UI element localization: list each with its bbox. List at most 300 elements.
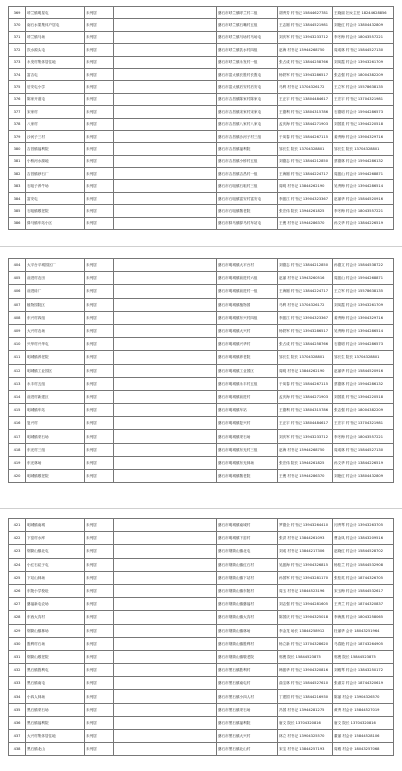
- responsible-person: 王秀兰 村会计 18744320837: [333, 598, 394, 611]
- row-number: 377: [9, 106, 26, 118]
- site-location: 磐石市明城镇敬老院: [217, 470, 278, 483]
- blank-cell: [114, 338, 217, 351]
- site-location: 磐石市明城镇前进村六组: [217, 272, 278, 285]
- row-number: 415: [9, 404, 26, 417]
- register-table: [8, 6, 394, 230]
- register-sheet-2: [0, 248, 402, 498]
- site-location: 磐石市烟筒山镇磐福村: [217, 598, 278, 611]
- blank-cell: [114, 56, 217, 68]
- contact-person: 唐文 院长 13704320816: [278, 716, 333, 729]
- blank-cell: [114, 703, 217, 716]
- site-status: 未列居: [85, 417, 114, 430]
- table-row: [9, 298, 394, 311]
- contact-person: 李金龙 场长 13844258912: [278, 624, 333, 637]
- contact-person: 罗德全 村书记 13943264410: [278, 519, 333, 532]
- site-name: 饮水源头屯: [26, 44, 85, 56]
- site-name: 磐福新屯农场: [26, 598, 85, 611]
- site-status: 未列居: [85, 192, 114, 204]
- site-name: 小红石砬子屯: [26, 558, 85, 571]
- site-name: 明城镇车站: [26, 404, 85, 417]
- blank-cell: [114, 443, 217, 456]
- site-status: 未列居: [85, 155, 114, 167]
- site-location: 磐石市明城镇东光林场: [217, 456, 278, 469]
- table-row: [9, 598, 394, 611]
- site-name: 下窑村水库: [26, 532, 85, 545]
- site-name: 植物园院区: [26, 298, 85, 311]
- responsible-person: 刘凤霞 村会计 13943261709: [333, 56, 394, 68]
- site-status: 未列居: [85, 545, 114, 558]
- row-number: 436: [9, 716, 26, 729]
- blank-cell: [114, 324, 217, 337]
- table-row: [9, 205, 394, 217]
- blank-cell: [114, 44, 217, 56]
- table-row: [9, 664, 394, 677]
- responsible-person: 陈丽 村会计 13904326570: [333, 690, 394, 703]
- site-name: 呼兰镇马场: [26, 31, 85, 43]
- table-row: [9, 470, 394, 483]
- table-row: [9, 19, 394, 31]
- site-status: 未列居: [85, 611, 114, 624]
- blank-cell: [114, 259, 217, 272]
- site-location: 磐石市明城镇东兴村四组: [217, 311, 278, 324]
- row-number: 420: [9, 470, 26, 483]
- site-location: 磐石市黑石镇采石场: [217, 703, 278, 716]
- contact-person: 周明 村书记 13844262190: [278, 364, 333, 377]
- responsible-person: 刘雅琴 村会计 13843250172: [333, 664, 394, 677]
- blank-cell: [114, 650, 217, 663]
- site-name: 宋家村: [26, 106, 85, 118]
- row-number: 380: [9, 143, 26, 155]
- blank-cell: [114, 311, 217, 324]
- site-name: 东兴村四组: [26, 311, 85, 324]
- row-number: 419: [9, 456, 26, 469]
- table-row: [9, 743, 394, 756]
- contact-person: 王正宇 村书记 13804484617: [278, 93, 333, 105]
- row-number: 386: [9, 217, 26, 229]
- contact-person: 刘志强 村书记 13944281605: [278, 598, 333, 611]
- row-number: 421: [9, 519, 26, 532]
- site-status: 未列居: [85, 404, 114, 417]
- site-name: 陈家开道屯: [26, 93, 85, 105]
- site-name: 永丰村五组: [26, 377, 85, 390]
- row-number: 428: [9, 611, 26, 624]
- site-status: 未列居: [85, 519, 114, 532]
- site-location: 磐石市黑石镇大兴村: [217, 730, 278, 743]
- site-status: 未列居: [85, 558, 114, 571]
- responsible-person: 王立军 村会计 15578638135: [333, 285, 394, 298]
- row-number: 433: [9, 677, 26, 690]
- table-row: [9, 68, 394, 80]
- row-number: 432: [9, 664, 26, 677]
- site-status: 未列居: [85, 324, 114, 337]
- contact-person: 周玉 村书记 15844523196: [278, 584, 333, 597]
- row-number: 422: [9, 532, 26, 545]
- row-number: 405: [9, 272, 26, 285]
- contact-person: 王海刚 村书记 13844224717: [278, 285, 333, 298]
- responsible-person: 赵丽华 村会计 15844520916: [333, 192, 394, 204]
- site-location: 磐石市烟筒山镇胜利村: [217, 637, 278, 650]
- contact-person: 刘庆军 村书记 13943233712: [278, 430, 333, 443]
- responsible-person: 孙文华 村会计 13844226519: [333, 217, 394, 229]
- site-status: 未列居: [85, 456, 114, 469]
- page-divider: [0, 508, 402, 509]
- site-location: 磐石市驿马镇驿马村车站屯: [217, 217, 278, 229]
- site-name: 南石水果集体户居屯: [26, 19, 85, 31]
- site-status: 未列居: [85, 93, 114, 105]
- site-name: 兴华村兴华屯: [26, 338, 85, 351]
- row-number: 413: [9, 377, 26, 390]
- site-location: 磐石市富太镇长胜村长胜屯: [217, 68, 278, 80]
- table-row: [9, 677, 394, 690]
- blank-cell: [114, 456, 217, 469]
- table-row: [9, 703, 394, 716]
- site-status: 未列居: [85, 624, 114, 637]
- site-name: 东光林场: [26, 456, 85, 469]
- responsible-person: 王宏宇 村书记 13704321981: [333, 417, 394, 430]
- row-number: 410: [9, 338, 26, 351]
- site-location: 磐石市呼兰镇永发村一组: [217, 56, 278, 68]
- site-name: 黑石镇胜利屯: [26, 664, 85, 677]
- table-row: [9, 558, 394, 571]
- blank-cell: [114, 624, 217, 637]
- contact-person: 张宏伟 院长 13944261825: [278, 205, 333, 217]
- site-name: 胜利村石场: [26, 637, 85, 650]
- table-row: [9, 106, 394, 118]
- contact-person: 张占成 村书记 13844258766: [278, 56, 333, 68]
- blank-cell: [114, 417, 217, 430]
- site-status: 未列居: [85, 259, 114, 272]
- site-location: 磐石市黑石镇北山村: [217, 743, 278, 756]
- blank-cell: [114, 730, 217, 743]
- row-number: 383: [9, 180, 26, 192]
- site-location: 磐石市烟筒山镇北屯: [217, 545, 278, 558]
- table-row: [9, 584, 394, 597]
- site-status: 未列居: [85, 377, 114, 390]
- contact-person: 李振江 村书记 13904323367: [278, 311, 333, 324]
- row-number: 425: [9, 571, 26, 584]
- contact-person: 王德利 村书记 13804315786: [278, 106, 333, 118]
- responsible-person: 刘国星 村书记 13944220518: [333, 390, 394, 403]
- table-row: [9, 443, 394, 456]
- site-name: 明城镇养老院: [26, 351, 85, 364]
- site-location: 磐石市呼兰镇石嘴村五组: [217, 19, 278, 31]
- site-location: 磐石市明城镇车站: [217, 404, 278, 417]
- table-row: [9, 351, 394, 364]
- site-name: 后安屯小学: [26, 81, 85, 93]
- site-name: 烟筒山敬老院: [26, 650, 85, 663]
- responsible-person: 张志强 村会计 18004382209: [333, 68, 394, 80]
- site-status: 未列居: [85, 730, 114, 743]
- table-row: [9, 532, 394, 545]
- table-row: [9, 390, 394, 403]
- site-name: 沙河子三村: [26, 130, 85, 142]
- contact-person: 张洪 村书记 13844261093: [278, 532, 333, 545]
- responsible-person: 刘凤霞 村会计 13943261709: [333, 298, 394, 311]
- table-row: [9, 272, 394, 285]
- table-row: [9, 430, 394, 443]
- site-name: 黑石镇福利院: [26, 716, 85, 729]
- blank-cell: [114, 106, 217, 118]
- blank-cell: [114, 677, 217, 690]
- contact-person: 邹长生 院长 13704328801: [278, 143, 333, 155]
- responsible-person: 张志强 村会计 18004382209: [333, 404, 394, 417]
- contact-person: 刘德志 村书记 13844212850: [278, 155, 333, 167]
- row-number: 414: [9, 390, 26, 403]
- site-status: 未列居: [85, 272, 114, 285]
- contact-person: 陈国庆 村书记 13904325018: [278, 611, 333, 624]
- row-number: 382: [9, 168, 26, 180]
- contact-person: 张占成 村书记 13844258766: [278, 338, 333, 351]
- site-name: 东陵小学校址: [26, 584, 85, 597]
- site-name: 烟筒山镇林场: [26, 624, 85, 637]
- contact-person: 王德利 村书记 13804315786: [278, 404, 333, 417]
- contact-person: 王海刚 村书记 13844224717: [278, 168, 333, 180]
- responsible-person: 董丽 村会计 15844528106: [333, 730, 394, 743]
- site-status: 未列居: [85, 664, 114, 677]
- site-name: 大兴村农场: [26, 324, 85, 337]
- site-status: 未列居: [85, 130, 114, 142]
- responsible-person: 刘艳红 村会计 13804432809: [333, 470, 394, 483]
- responsible-person: 郭俊 院长 15844523875: [333, 650, 394, 663]
- table-row: [9, 143, 394, 155]
- responsible-person: 唐文 院长 13704320816: [333, 716, 394, 729]
- table-row: [9, 637, 394, 650]
- contact-person: 曲宝林 村书记 15844527610: [278, 677, 333, 690]
- site-status: 未列居: [85, 180, 114, 192]
- contact-person: 韩振华 村书记 13904320816: [278, 664, 333, 677]
- blank-cell: [114, 217, 217, 229]
- contact-person: 邹长生 院长 13704328801: [278, 351, 333, 364]
- table-row: [9, 259, 394, 272]
- site-status: 未列居: [85, 298, 114, 311]
- blank-cell: [114, 404, 217, 417]
- site-status: 未列居: [85, 716, 114, 729]
- responsible-person: 石德明 村会计 15944286573: [333, 338, 394, 351]
- blank-cell: [114, 205, 217, 217]
- responsible-person: 赵晓红 村会计 15844528702: [333, 545, 394, 558]
- site-location: 磐石市石咀镇石咀村三组: [217, 180, 278, 192]
- responsible-person: 李冬梅 村会计 18043557221: [333, 205, 394, 217]
- contact-person: 刘成 村书记 13844217306: [278, 545, 333, 558]
- site-name: 富安屯: [26, 192, 85, 204]
- site-name: 明城镇采石场: [26, 430, 85, 443]
- site-location: 磐石市明城镇植物园: [217, 298, 278, 311]
- responsible-person: 周雅 村会计 18043257068: [333, 743, 394, 756]
- site-name: 前进村农田: [26, 272, 85, 285]
- responsible-person: 周振山 村会计 15944268871: [333, 168, 394, 180]
- site-location: 磐石市呼兰镇马场村马场屯: [217, 31, 278, 43]
- site-name: 东西大沟村: [26, 611, 85, 624]
- site-location: 磐石市明城镇复兴村: [217, 417, 278, 430]
- site-status: 未列居: [85, 285, 114, 298]
- site-location: 磐石市明城镇前进村: [217, 390, 278, 403]
- site-status: 未列居: [85, 118, 114, 130]
- site-status: 未列居: [85, 677, 114, 690]
- contact-person: 丁建国 村书记 13844216930: [278, 690, 333, 703]
- site-status: 未列居: [85, 143, 114, 155]
- site-location: 磐石市呼兰镇呼兰村二组: [217, 7, 278, 19]
- table-row: [9, 155, 394, 167]
- row-number: 378: [9, 118, 26, 130]
- responsible-person: 李海燕 村会计 18043258065: [333, 611, 394, 624]
- responsible-person: 刘艳红 村会计 13804432809: [333, 19, 394, 31]
- site-location: 磐石市烟筒山镇林场: [217, 624, 278, 637]
- blank-cell: [114, 743, 217, 756]
- site-name: 小四人林场: [26, 690, 85, 703]
- row-number: 406: [9, 285, 26, 298]
- blank-cell: [114, 180, 217, 192]
- blank-cell: [114, 532, 217, 545]
- site-location: 磐石市石咀镇富安村富安屯: [217, 192, 278, 204]
- site-location: 磐石市明城镇采石场: [217, 430, 278, 443]
- contact-person: 杨铁军 村书记 13943286517: [278, 324, 333, 337]
- site-location: 磐石市明城镇东光村三组: [217, 443, 278, 456]
- site-status: 未列居: [85, 470, 114, 483]
- responsible-person: 马春艳 村会计 18743264905: [333, 637, 394, 650]
- site-status: 未列居: [85, 19, 114, 31]
- responsible-person: 石德明 村会计 15944286573: [333, 106, 394, 118]
- site-location: 磐石市黑石镇小四人村: [217, 690, 278, 703]
- row-number: 408: [9, 311, 26, 324]
- site-location: 磐石市明城镇养老院: [217, 351, 278, 364]
- row-number: 417: [9, 430, 26, 443]
- contact-person: 李振江 村书记 13904323367: [278, 192, 333, 204]
- table-row: [9, 730, 394, 743]
- blank-cell: [114, 351, 217, 364]
- site-name: 黑石镇采石场: [26, 703, 85, 716]
- table-row: [9, 545, 394, 558]
- row-number: 372: [9, 44, 26, 56]
- site-location: 磐石市烟筒山镇东陵村: [217, 584, 278, 597]
- contact-person: 张宏伟 院长 13944261825: [278, 456, 333, 469]
- row-number: 424: [9, 558, 26, 571]
- row-number: 385: [9, 205, 26, 217]
- blank-cell: [114, 130, 217, 142]
- responsible-person: 赵丽华 村会计 15844520916: [333, 364, 394, 377]
- responsible-person: 王晓丽 妇女主任 18244628856: [333, 7, 394, 19]
- row-number: 373: [9, 56, 26, 68]
- blank-cell: [114, 298, 217, 311]
- site-status: 未列居: [85, 690, 114, 703]
- responsible-person: 王立军 村会计 15578638135: [333, 81, 394, 93]
- contact-person: 宋宝 村书记 13844257193: [278, 743, 333, 756]
- responsible-person: 闫秀琴 村会计 13943263705: [333, 519, 394, 532]
- blank-cell: [114, 19, 217, 31]
- site-location: 磐石市明城镇南城村: [217, 519, 278, 532]
- table-row: [9, 690, 394, 703]
- row-number: 371: [9, 31, 26, 43]
- blank-cell: [114, 584, 217, 597]
- contact-person: 刘庆军 村书记 13943233712: [278, 31, 333, 43]
- blank-cell: [114, 545, 217, 558]
- site-location: 磐石市明城镇大平台村: [217, 259, 278, 272]
- site-location: 磐石市烟筒山镇大沟村: [217, 611, 278, 624]
- blank-cell: [114, 390, 217, 403]
- responsible-person: 李冬梅 村会计 18043557221: [333, 430, 394, 443]
- site-name: 明城镇南城: [26, 519, 85, 532]
- blank-cell: [114, 470, 217, 483]
- table-row: [9, 7, 394, 19]
- row-number: 435: [9, 703, 26, 716]
- contact-person: 赵海 村书记 15944268750: [278, 44, 333, 56]
- table-row: [9, 192, 394, 204]
- responsible-person: 黄秀 村会计 15844527019: [333, 703, 394, 716]
- row-number: 384: [9, 192, 26, 204]
- contact-person: 孟庆海 村书记 13844271903: [278, 118, 333, 130]
- responsible-person: 周成林 村书记 15844527130: [333, 443, 394, 456]
- table-row: [9, 168, 394, 180]
- responsible-person: 邹长生 院长 13704328801: [333, 351, 394, 364]
- responsible-person: 周成林 村书记 15844527130: [333, 44, 394, 56]
- site-location: 磐石市明城镇下窑村: [217, 532, 278, 545]
- responsible-person: 王宏宇 村书记 13704321981: [333, 93, 394, 105]
- contact-person: 杨铁军 村书记 13943286517: [278, 68, 333, 80]
- blank-cell: [114, 285, 217, 298]
- contact-person: 王志刚 村书记 13844521981: [278, 19, 333, 31]
- site-status: 未列居: [85, 571, 114, 584]
- responsible-person: 吴秀梅 村会计 13944286514: [333, 180, 394, 192]
- site-location: 磐石市吉昌镇宋家村宋家屯: [217, 106, 278, 118]
- responsible-person: 蔡德林 村会计 15944286132: [333, 377, 394, 390]
- blank-cell: [114, 155, 217, 167]
- site-location: 磐石市黑石镇福利院: [217, 716, 278, 729]
- table-row: [9, 311, 394, 324]
- contact-person: 刘德志 村书记 13844212850: [278, 259, 333, 272]
- site-status: 未列居: [85, 598, 114, 611]
- contact-person: 马利 村书记 13704326172: [278, 81, 333, 93]
- site-name: 黑石镇南屯: [26, 677, 85, 690]
- row-number: 381: [9, 155, 26, 167]
- table-row: [9, 130, 394, 142]
- site-name: 前进砖厂: [26, 285, 85, 298]
- responsible-person: 邹长生 院长 13704328801: [333, 143, 394, 155]
- site-name: 大平台平城园区厂: [26, 259, 85, 272]
- responsible-person: 曹金凤 村会计 13843209516: [333, 532, 394, 545]
- table-row: [9, 81, 394, 93]
- site-name: 烟筒山镇北屯: [26, 545, 85, 558]
- site-name: 东光村三组: [26, 443, 85, 456]
- site-status: 未列居: [85, 217, 114, 229]
- site-name: 呼兰镇明星屯: [26, 7, 85, 19]
- blank-cell: [114, 716, 217, 729]
- contact-person: 马利 村书记 13704326172: [278, 298, 333, 311]
- blank-cell: [114, 364, 217, 377]
- site-status: 未列居: [85, 390, 114, 403]
- site-name: 八家村: [26, 118, 85, 130]
- row-number: 375: [9, 81, 26, 93]
- row-number: 429: [9, 624, 26, 637]
- register-table: [8, 518, 394, 756]
- site-status: 未列居: [85, 68, 114, 80]
- blank-cell: [114, 377, 217, 390]
- responsible-person: 孙文华 村会计 13844226519: [333, 456, 394, 469]
- table-row: [9, 93, 394, 105]
- site-location: 磐石市吉昌镇福利院: [217, 143, 278, 155]
- site-status: 未列居: [85, 56, 114, 68]
- site-name: 永发村集体居住地: [26, 56, 85, 68]
- site-status: 未列居: [85, 81, 114, 93]
- contact-person: 王俊 村书记 15944286370: [278, 217, 333, 229]
- site-location: 磐石市吉昌镇沙河子村三组: [217, 130, 278, 142]
- table-row: [9, 519, 394, 532]
- site-status: 未列居: [85, 703, 114, 716]
- blank-cell: [114, 272, 217, 285]
- responsible-person: 张桂英 村会计 18744326705: [333, 571, 394, 584]
- site-status: 未列居: [85, 338, 114, 351]
- register-sheet-3: [0, 510, 402, 768]
- responsible-person: 张淑芬 村会计 18744320619: [333, 677, 394, 690]
- site-location: 磐石市吉昌镇陈家村陈家屯: [217, 93, 278, 105]
